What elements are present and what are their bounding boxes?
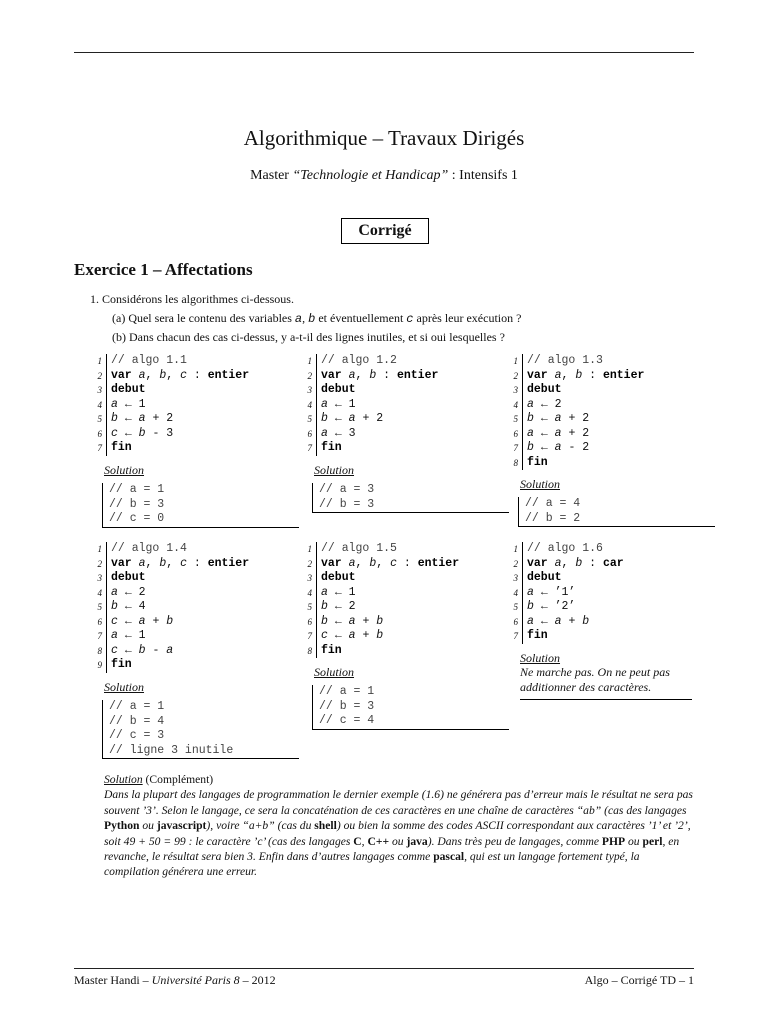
- code-line: // algo 1.4: [111, 542, 187, 555]
- line-number: 7: [513, 631, 518, 641]
- code-line: debut: [527, 571, 562, 584]
- line-number: 5: [513, 602, 518, 612]
- exercise-title: Exercice 1 – Affectations: [74, 260, 253, 279]
- code-line: c ← a + b: [321, 629, 384, 642]
- code-line: fin: [321, 643, 342, 657]
- line-number: 2: [513, 370, 518, 381]
- code-line: // algo 1.6: [527, 542, 603, 555]
- code-line: fin: [527, 629, 548, 642]
- line-number: 2: [513, 558, 518, 569]
- code-line: var a, b : car: [527, 556, 624, 570]
- line-number: 8: [97, 645, 102, 656]
- solution-text: Ne marche pas. On ne peut pas additionner des caractères.: [520, 665, 692, 700]
- solution-line: // a = 1: [109, 483, 165, 496]
- algo-code: [106, 354, 249, 456]
- line-number: 1: [513, 544, 518, 554]
- line-number: 6: [307, 616, 312, 627]
- code-line: debut: [111, 571, 146, 584]
- code-line: fin: [111, 658, 132, 671]
- code-line: // algo 1.1: [111, 354, 187, 367]
- code-line: a ← 3: [321, 426, 356, 440]
- var-c: c: [406, 312, 414, 326]
- line-numbers: [294, 354, 312, 456]
- code-line: // algo 1.2: [321, 354, 397, 367]
- line-number: 3: [513, 573, 518, 583]
- code-line: debut: [527, 383, 562, 396]
- line-number: 5: [97, 414, 102, 424]
- solution-label: Solution: [520, 651, 561, 665]
- footer-left-prefix: Master Handi –: [74, 973, 152, 987]
- code-line: b ← a + b: [321, 614, 384, 628]
- code-line: fin: [527, 455, 548, 469]
- line-number: 6: [513, 616, 518, 627]
- complement-body: Dans la plupart des langages de programmation le dernier exemple (1.6) ne générera pas d’erreur mais le résultat ne sera pas souvent ’3’. Selon le langage, ce sera la concaténation de ces caractères en une chaîne de caractères “ab” (cas des langages Python ou javascript), voire “a+b” (cas du shell) ou bien la somme des codes ASCII correspondant aux caractères ’1’ et ’2’, soit 49 + 50 = 99 : le caractère ’c’ (cas des langages C, C++ ou java). Dans très peu de langages, comme PHP ou perl, en revanche, le résultat sera bien 3. Enfin dans d’autres langages comme pascal, qui est un langage fortement typé, la compilation générera une erreur.: [104, 788, 693, 879]
- line-number: 3: [513, 385, 518, 395]
- subtitle-suffix: : Intensifs 1: [448, 168, 518, 183]
- algo-code: [522, 354, 644, 470]
- question-a-mid: et éventuellement: [315, 311, 407, 325]
- solution-label: Solution: [104, 463, 145, 477]
- code-line: c ← b - a: [111, 643, 174, 657]
- line-number: 7: [97, 631, 102, 641]
- code-line: debut: [321, 571, 356, 584]
- code-line: a ← 1: [321, 585, 356, 599]
- solution-box: [312, 483, 509, 513]
- line-number: 4: [307, 399, 312, 410]
- code-line: var a, b, c : entier: [111, 368, 250, 382]
- solution-label: Solution: [314, 665, 355, 679]
- footer-right: Algo – Corrigé TD – 1: [584, 973, 694, 987]
- line-number: 3: [307, 573, 312, 583]
- line-number: 5: [97, 602, 102, 612]
- solution-line: // c = 0: [109, 512, 165, 525]
- code-line: b ← 2: [321, 600, 356, 613]
- subtitle-prefix: Master: [250, 168, 293, 183]
- code-line: a ← a + b: [527, 614, 590, 628]
- solution-box: [102, 700, 299, 759]
- line-numbers: [500, 542, 518, 644]
- line-numbers: [294, 542, 312, 658]
- solution-line: // a = 1: [109, 700, 165, 713]
- code-line: c ← b - 3: [111, 426, 174, 440]
- solution-line: // b = 2: [525, 511, 581, 525]
- code-line: a ← 2: [111, 585, 146, 599]
- line-number: 1: [513, 356, 518, 366]
- line-number: 5: [307, 414, 312, 424]
- code-line: b ← a + 2: [321, 412, 384, 425]
- code-line: fin: [111, 441, 132, 454]
- footer-left: [74, 973, 276, 988]
- complement-label: Solution: [104, 773, 143, 786]
- question-a-post: après leur exécution ?: [413, 311, 522, 325]
- line-numbers: [500, 354, 518, 470]
- code-line: a ← 1: [111, 397, 146, 411]
- footer-university: Université Paris 8: [151, 973, 240, 987]
- line-numbers: [84, 354, 102, 456]
- code-line: debut: [321, 383, 356, 396]
- complement-note: [104, 772, 696, 880]
- line-number: 8: [513, 457, 518, 468]
- line-number: 4: [513, 587, 518, 598]
- question-b: (b) Dans chacun des cas ci-dessus, y a-t-il des lignes inutiles, et si oui lesquelles ?: [112, 330, 505, 344]
- line-number: 3: [97, 385, 102, 395]
- subtitle-italic: “Technologie et Handicap”: [292, 168, 449, 183]
- line-number: 8: [307, 645, 312, 656]
- solution-line: // c = 4: [319, 714, 375, 727]
- code-line: a ← 2: [527, 397, 562, 411]
- code-line: c ← a + b: [111, 614, 174, 628]
- question-main: 1. Considérons les algorithmes ci-dessous.: [90, 292, 294, 306]
- solution-label: Solution: [104, 680, 145, 694]
- line-number: 7: [97, 443, 102, 453]
- solution-line: // c = 3: [109, 729, 165, 742]
- code-line: fin: [321, 441, 342, 454]
- line-number: 9: [97, 660, 102, 670]
- page-subtitle: [0, 168, 768, 184]
- line-number: 4: [307, 587, 312, 598]
- line-number: 5: [307, 602, 312, 612]
- solution-box: [518, 497, 715, 527]
- footer-left-suffix: – 2012: [239, 973, 276, 987]
- algo-code: [106, 542, 249, 673]
- line-number: 7: [307, 631, 312, 641]
- code-line: a ← a + 2: [527, 426, 590, 440]
- var-b: b: [308, 312, 316, 326]
- solution-line: // b = 3: [109, 497, 165, 511]
- line-number: 2: [97, 370, 102, 381]
- code-line: // algo 1.3: [527, 354, 603, 367]
- code-line: b ← a + 2: [527, 412, 590, 425]
- solution-line: // a = 4: [525, 497, 581, 510]
- line-number: 4: [97, 399, 102, 410]
- code-line: var a, b : entier: [321, 368, 439, 382]
- solution-line: // ligne 3 inutile: [109, 743, 234, 757]
- code-line: b ← ’2’: [527, 600, 576, 613]
- corrige-badge: Corrigé: [341, 218, 429, 244]
- solution-box: [102, 483, 299, 528]
- code-line: var a, b, c : entier: [111, 556, 250, 570]
- solution-line: // b = 3: [319, 497, 375, 511]
- code-line: // algo 1.5: [321, 542, 397, 555]
- var-a: a: [294, 312, 303, 326]
- solution-label: Solution: [520, 477, 561, 491]
- line-number: 5: [513, 414, 518, 424]
- line-number: 1: [97, 544, 102, 554]
- solution-line: // a = 1: [319, 685, 375, 698]
- question-a: [112, 311, 521, 326]
- solution-box: [312, 685, 509, 730]
- solution-line: // b = 3: [319, 699, 375, 713]
- algo-code: [316, 542, 459, 658]
- line-number: 7: [307, 443, 312, 453]
- line-number: 2: [307, 370, 312, 381]
- line-number: 2: [307, 558, 312, 569]
- question-a-sep: ,: [302, 311, 309, 325]
- line-number: 1: [307, 356, 312, 366]
- line-number: 6: [513, 428, 518, 439]
- line-number: 6: [97, 616, 102, 627]
- algo-code: [522, 542, 624, 644]
- code-line: var a, b, c : entier: [321, 556, 460, 570]
- line-number: 4: [513, 399, 518, 410]
- question-a-pre: (a) Quel sera le contenu des variables: [112, 311, 295, 325]
- code-line: debut: [111, 383, 146, 396]
- line-number: 6: [307, 428, 312, 439]
- line-numbers: [84, 542, 102, 673]
- code-line: b ← a - 2: [527, 441, 590, 454]
- algo-code: [316, 354, 438, 456]
- line-number: 3: [307, 385, 312, 395]
- line-number: 7: [513, 443, 518, 453]
- page-title: Algorithmique – Travaux Dirigés: [243, 126, 525, 150]
- top-rule: [74, 52, 694, 53]
- solution-line: // a = 3: [319, 483, 375, 496]
- code-line: a ← ’1’: [527, 585, 576, 599]
- solution-label: Solution: [314, 463, 355, 477]
- code-line: a ← 1: [111, 629, 146, 642]
- code-line: b ← a + 2: [111, 412, 174, 425]
- line-number: 3: [97, 573, 102, 583]
- line-number: 2: [97, 558, 102, 569]
- solution-line: // b = 4: [109, 714, 165, 728]
- line-number: 4: [97, 587, 102, 598]
- code-line: var a, b : entier: [527, 368, 645, 382]
- line-number: 6: [97, 428, 102, 439]
- line-number: 1: [97, 356, 102, 366]
- code-line: b ← 4: [111, 600, 146, 613]
- code-line: a ← 1: [321, 397, 356, 411]
- line-number: 1: [307, 544, 312, 554]
- footer-rule: [74, 968, 694, 969]
- complement-label-suffix: (Complément): [142, 773, 214, 786]
